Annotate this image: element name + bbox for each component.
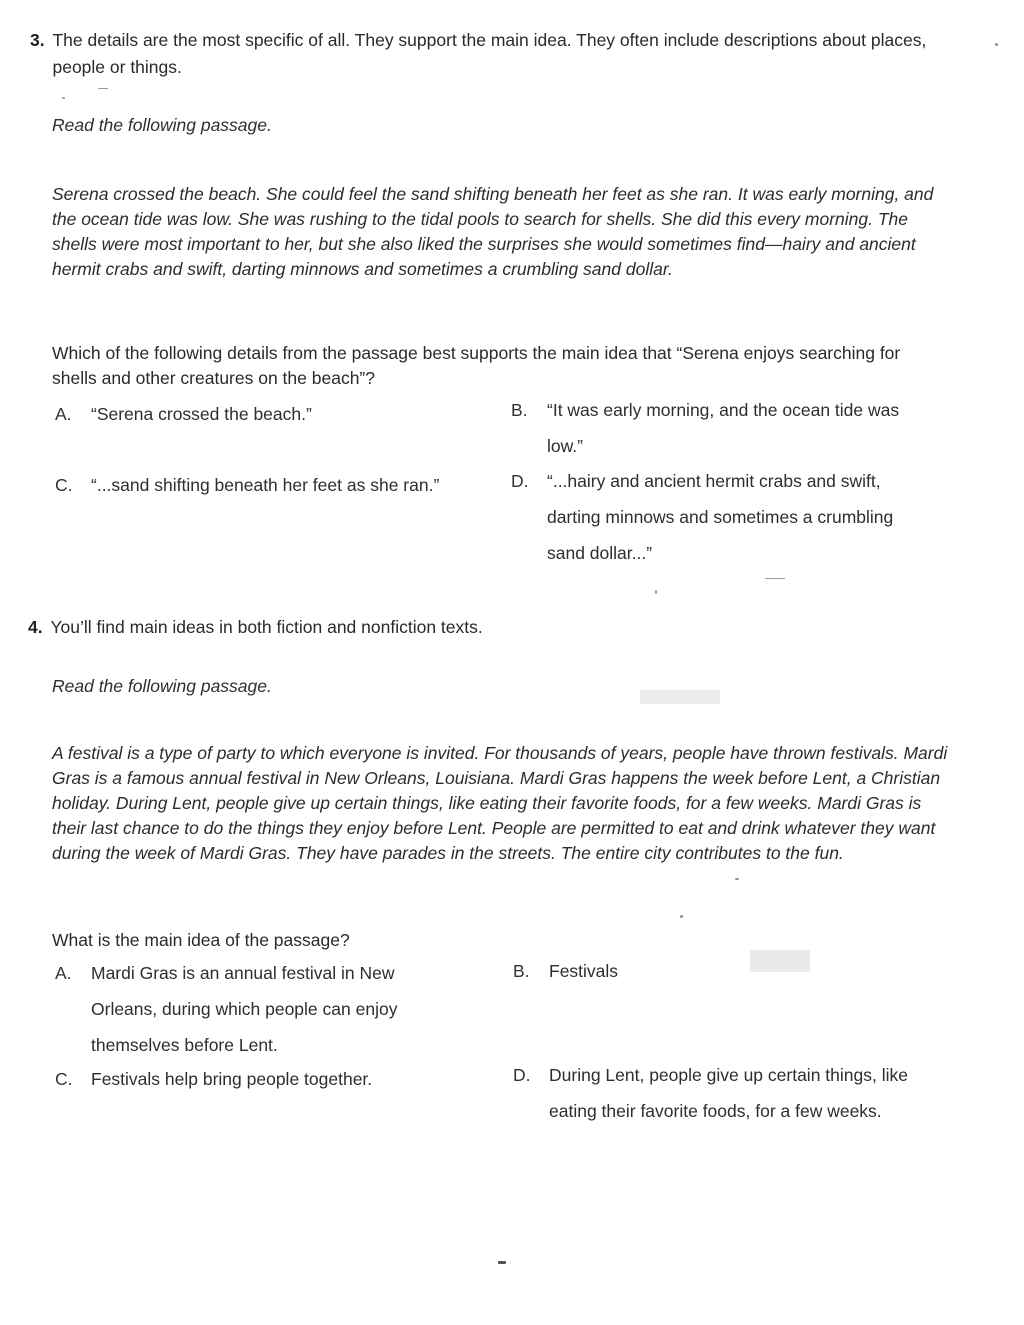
q4-option-c-letter: C.	[55, 1069, 73, 1089]
q4-instruction: Read the following passage.	[52, 676, 272, 696]
q3-intro	[30, 27, 990, 81]
q4-passage: A festival is a type of party to which everyone is invited. For thousands of years, people have thrown festivals. Mardi Gras is a famous annual festival in New Orleans, Louisiana. Mardi Gras happens the week before Lent, a Christian holiday. During Lent, people give up certain things, like eating their favorite foods, for a few weeks. Mardi Gras is their last chance to do the things they enjoy before Lent. People are permitted to eat and drink whatever they want during the week of Mardi Gras. They have parades in the streets. The entire city contributes to the fun.	[52, 743, 948, 863]
q3-option-d[interactable]	[511, 463, 931, 571]
q4-intro-text: You’ll find main ideas in both fiction and nonfiction texts.	[50, 617, 483, 637]
q3-option-a-letter: A.	[55, 404, 72, 424]
q3-option-a[interactable]	[55, 396, 455, 432]
q4-option-b-text: Festivals	[549, 961, 619, 981]
q3-question: Which of the following details from the passage best supports the main idea that “Serena enjoys searching for shells and other creatures on the beach”?	[52, 343, 901, 388]
q3-passage: Serena crossed the beach. She could feel the sand shifting beneath her feet as she ran. It was early morning, and the ocean tide was low. She was rushing to the tidal pools to search for shells. She did this every morning. The shells were most important to her, but she also liked the surprises she would sometimes find—hairy and ancient hermit crabs and swift, darting minnows and sometimes a crumbling sand dollar.	[52, 184, 934, 279]
scan-speck	[98, 88, 108, 89]
scan-speck	[62, 97, 65, 99]
q4-number: 4.	[28, 617, 43, 637]
q4-question: What is the main idea of the passage?	[52, 930, 350, 950]
q3-option-c[interactable]	[55, 467, 455, 503]
q3-intro-text: The details are the most specific of all. They support the main idea. They often include descriptions about places, people or things.	[52, 30, 927, 77]
q4-option-b-letter: B.	[513, 961, 530, 981]
scan-speck	[498, 1261, 506, 1264]
scan-speck	[680, 915, 683, 918]
q3-option-b[interactable]	[511, 392, 911, 464]
scan-speck	[655, 590, 657, 594]
q3-option-b-letter: B.	[511, 400, 528, 420]
q3-option-d-text: “...hairy and ancient hermit crabs and swift, darting minnows and sometimes a crumbling sand dollar...”	[547, 471, 894, 563]
q4-option-a-letter: A.	[55, 963, 72, 983]
scan-speck	[640, 690, 720, 704]
q3-number: 3.	[30, 30, 45, 50]
scan-speck	[750, 950, 810, 972]
q4-option-d[interactable]	[513, 1057, 933, 1129]
q3-option-a-text: “Serena crossed the beach.”	[91, 404, 312, 424]
q3-option-d-letter: D.	[511, 471, 529, 491]
q3-option-c-letter: C.	[55, 475, 73, 495]
q3-option-b-text: “It was early morning, and the ocean tide was low.”	[547, 400, 900, 456]
scan-speck	[735, 878, 739, 880]
q4-option-c[interactable]	[55, 1061, 455, 1097]
q4-option-b[interactable]	[513, 953, 913, 989]
scan-speck	[995, 43, 998, 46]
q4-option-a[interactable]	[55, 955, 455, 1063]
q4-option-c-text: Festivals help bring people together.	[91, 1069, 373, 1089]
q4-option-a-text: Mardi Gras is an annual festival in New Orleans, during which people can enjoy themselves before Lent.	[91, 963, 398, 1055]
scan-speck	[765, 578, 785, 579]
q3-option-c-text: “...sand shifting beneath her feet as she ran.”	[91, 475, 440, 495]
q4-intro	[28, 614, 988, 641]
q3-instruction: Read the following passage.	[52, 115, 272, 135]
q4-option-d-text: During Lent, people give up certain things, like eating their favorite foods, for a few weeks.	[549, 1065, 908, 1121]
q4-option-d-letter: D.	[513, 1065, 531, 1085]
